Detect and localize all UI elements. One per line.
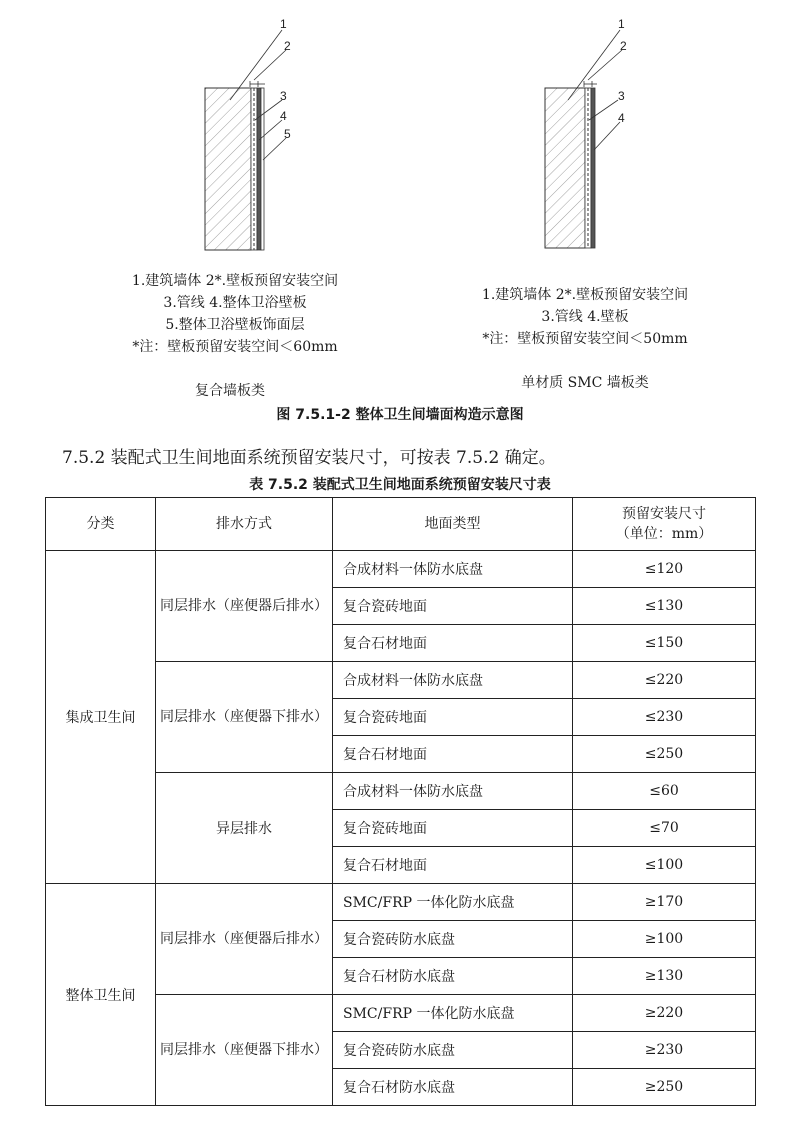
size-cell: ≥230	[573, 1032, 756, 1069]
table-title: 表 7.5.2 装配式卫生间地面系统预留安装尺寸表	[249, 477, 551, 493]
diagram-composite-wall	[205, 17, 291, 250]
size-cell: ≥170	[573, 884, 756, 921]
size-cell: ≤70	[573, 810, 756, 847]
floor-cell: 复合瓷砖防水底盘	[333, 1032, 573, 1069]
drain-cell: 同层排水（座便器后排水）	[156, 884, 333, 995]
label-3: 3	[618, 89, 625, 103]
category-cell: 整体卫生间	[46, 884, 156, 1106]
label-2: 2	[620, 39, 627, 53]
diagram-smc-wall	[545, 17, 627, 248]
label-2: 2	[284, 39, 291, 53]
floor-cell: 复合石材防水底盘	[333, 958, 573, 995]
drain-cell: 同层排水（座便器下排水）	[156, 995, 333, 1106]
floor-cell: 复合瓷砖防水底盘	[333, 921, 573, 958]
header-drain: 排水方式	[156, 498, 333, 551]
floor-cell: 复合瓷砖地面	[333, 588, 573, 625]
drain-cell: 同层排水（座便器后排水）	[156, 551, 333, 662]
floor-cell: 复合石材地面	[333, 847, 573, 884]
wall-diagrams	[0, 0, 800, 270]
floor-cell: 复合瓷砖地面	[333, 810, 573, 847]
size-cell: ≤130	[573, 588, 756, 625]
caption-line: *注：壁板预留安装空间＜50mm	[482, 331, 688, 347]
header-floor: 地面类型	[333, 498, 573, 551]
subtitle-left: 复合墙板类	[195, 383, 265, 399]
building-wall	[545, 88, 585, 248]
dimension-table	[45, 497, 756, 1106]
size-cell: ≥220	[573, 995, 756, 1032]
table-header-row	[46, 498, 756, 551]
floor-cell: SMC/FRP 一体化防水底盘	[333, 884, 573, 921]
caption-line: 3.管线 4.整体卫浴壁板	[163, 295, 307, 311]
header-category: 分类	[46, 498, 156, 551]
size-cell: ≤100	[573, 847, 756, 884]
size-cell: ≤250	[573, 736, 756, 773]
size-cell: ≤220	[573, 662, 756, 699]
size-cell: ≤150	[573, 625, 756, 662]
caption-line: *注：壁板预留安装空间＜60mm	[132, 339, 338, 355]
table-row	[46, 551, 756, 588]
caption-line: 1.建筑墙体 2*.壁板预留安装空间	[481, 287, 689, 303]
caption-line: 3.管线 4.壁板	[541, 309, 629, 325]
drain-cell: 同层排水（座便器下排水）	[156, 662, 333, 773]
floor-cell: SMC/FRP 一体化防水底盘	[333, 995, 573, 1032]
figure-title: 图 7.5.1-2 整体卫生间墙面构造示意图	[276, 407, 524, 423]
caption-left	[105, 270, 365, 358]
caption-right	[440, 284, 730, 350]
caption-line: 1.建筑墙体 2*.壁板预留安装空间	[131, 273, 339, 289]
size-cell: ≤60	[573, 773, 756, 810]
label-1: 1	[280, 17, 287, 31]
building-wall	[205, 88, 251, 250]
floor-cell: 复合石材地面	[333, 736, 573, 773]
floor-cell: 复合石材防水底盘	[333, 1069, 573, 1106]
subtitle-right: 单材质 SMC 墙板类	[521, 375, 649, 391]
wall-panel	[591, 88, 595, 248]
floor-cell: 合成材料一体防水底盘	[333, 773, 573, 810]
label-1: 1	[618, 17, 625, 31]
section-paragraph: 7.5.2 装配式卫生间地面系统预留安装尺寸，可按表 7.5.2 确定。	[62, 448, 556, 468]
label-5: 5	[284, 127, 291, 141]
drain-cell: 异层排水	[156, 773, 333, 884]
header-size: 预留安装尺寸 （单位：mm）	[573, 498, 756, 551]
label-4: 4	[618, 111, 625, 125]
label-3: 3	[280, 89, 287, 103]
bath-panel	[257, 88, 261, 250]
size-cell: ≤230	[573, 699, 756, 736]
floor-cell: 合成材料一体防水底盘	[333, 662, 573, 699]
label-4: 4	[280, 109, 287, 123]
size-cell: ≥100	[573, 921, 756, 958]
floor-cell: 复合瓷砖地面	[333, 699, 573, 736]
category-cell: 集成卫生间	[46, 551, 156, 884]
size-cell: ≥130	[573, 958, 756, 995]
size-cell: ≤120	[573, 551, 756, 588]
panel-finish	[261, 88, 264, 250]
size-cell: ≥250	[573, 1069, 756, 1106]
floor-cell: 复合石材地面	[333, 625, 573, 662]
caption-line: 5.整体卫浴壁板饰面层	[165, 317, 305, 333]
table-row	[46, 884, 756, 921]
figures-area	[0, 0, 800, 440]
floor-cell: 合成材料一体防水底盘	[333, 551, 573, 588]
